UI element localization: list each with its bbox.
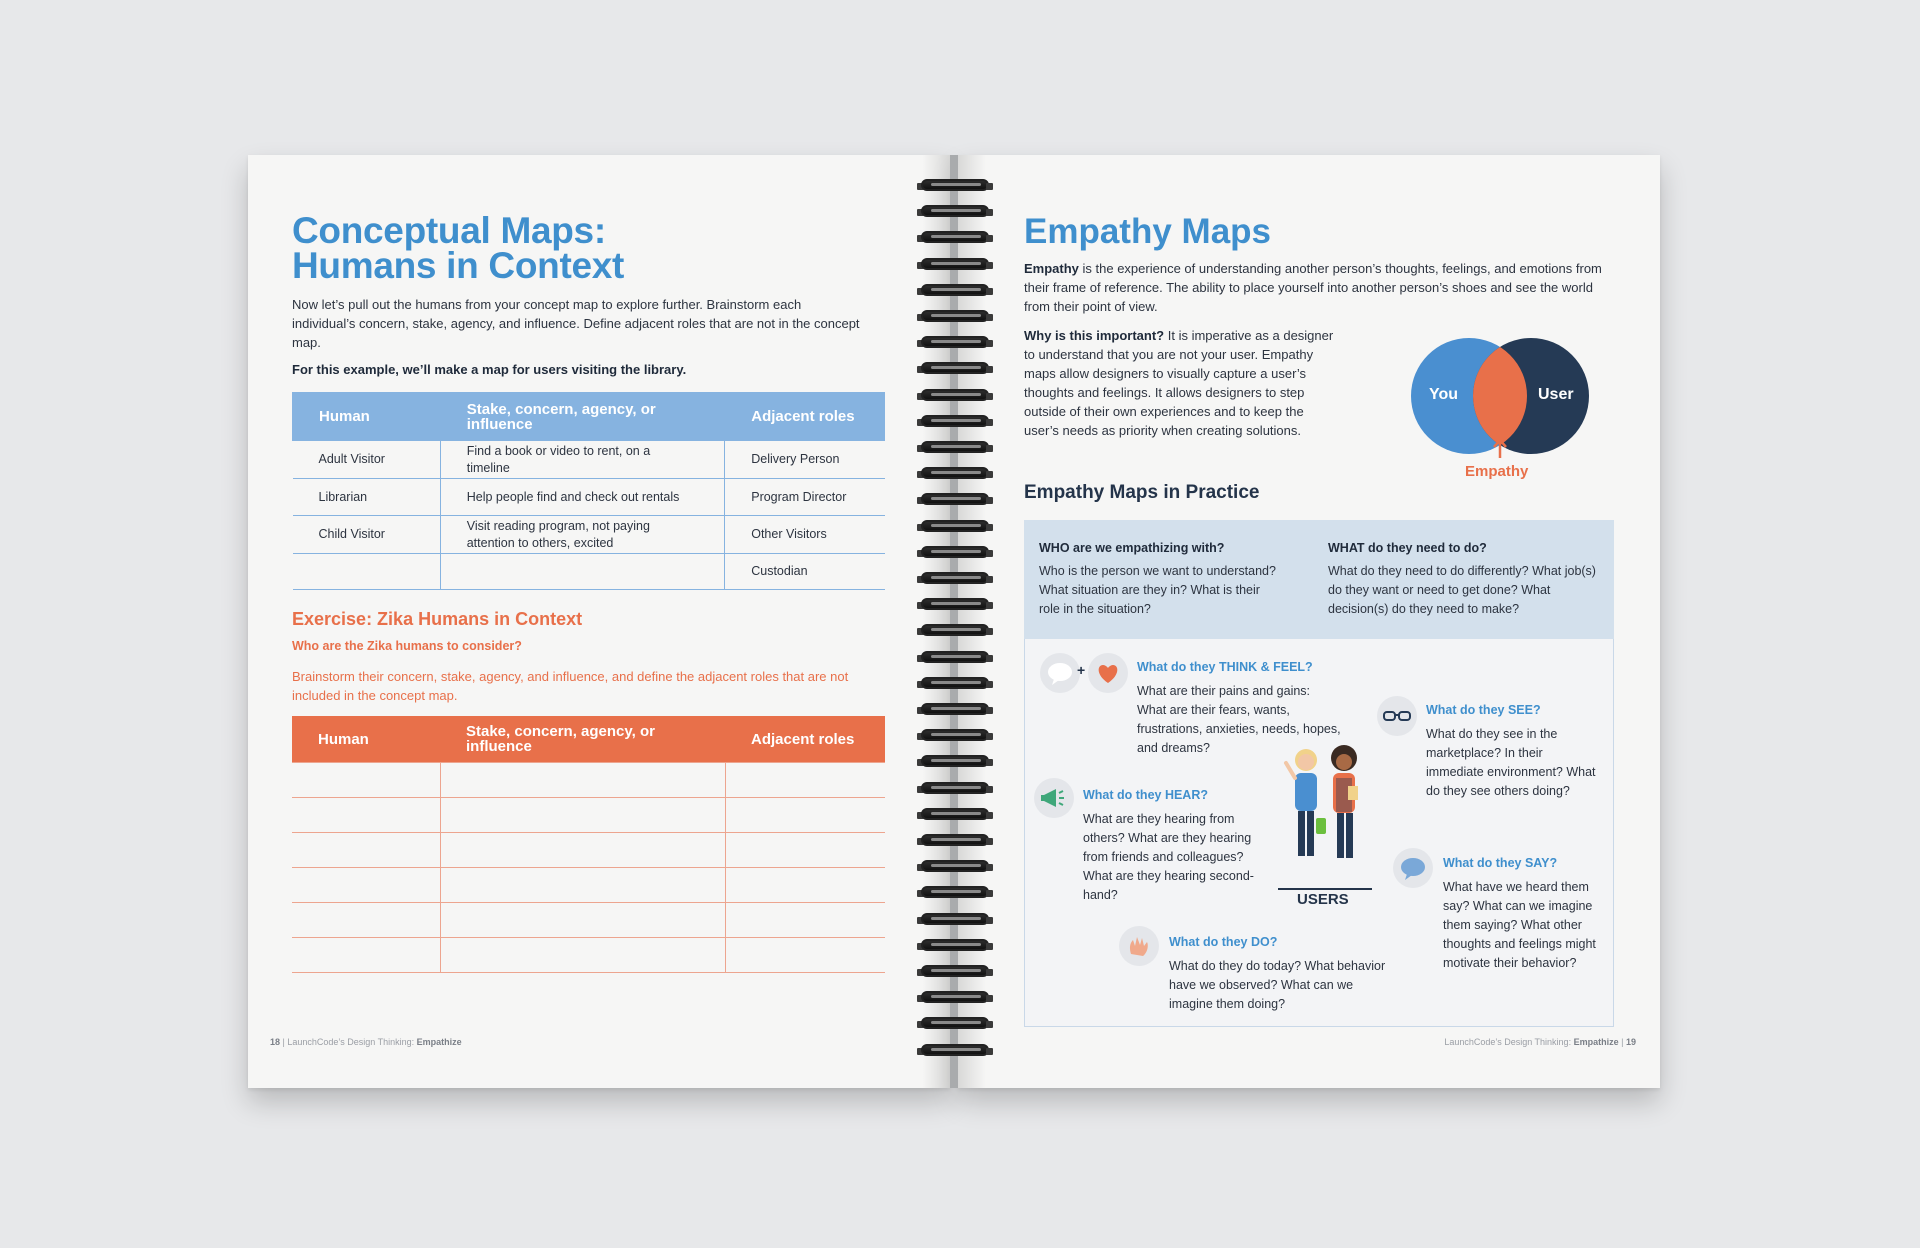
empathy-definition (1024, 259, 1619, 316)
table-cell (725, 798, 885, 833)
table-cell (292, 798, 440, 833)
folio-separator: | (1621, 1037, 1624, 1047)
table-row (292, 763, 885, 798)
table-header-row (293, 393, 885, 441)
table-cell (440, 903, 725, 938)
binding-ring (915, 650, 995, 666)
hear-heading: What do they HEAR? (1083, 788, 1208, 802)
binding-ring (915, 885, 995, 901)
exercise-title: Exercise: Zika Humans in Context (292, 609, 583, 629)
table-cell: Find a book or video to rent, on a timeline (440, 441, 725, 479)
section-heading: Empathy Maps in Practice (1024, 482, 1260, 503)
table-cell (725, 763, 885, 798)
table-cell (293, 554, 441, 590)
binding-ring (915, 178, 995, 194)
table-cell (440, 554, 725, 590)
what-body: What do they need to do differently? What job(s) do they want or need to get done? What decision(s) do they need to make? (1328, 564, 1596, 616)
page-title: Empathy Maps (1024, 212, 1271, 251)
exercise-table (292, 716, 885, 973)
column-header: Human (293, 393, 441, 441)
binding-ring (915, 1016, 995, 1032)
column-header: Stake, concern, agency, or influence (440, 716, 725, 763)
why-paragraph (1024, 326, 1342, 440)
venn-user-label: User (1538, 386, 1574, 403)
table-cell: Visit reading program, not paying attention to others, excited (440, 516, 725, 554)
binding-ring (915, 519, 995, 535)
table-cell: Program Director (725, 479, 885, 516)
binding-ring (915, 833, 995, 849)
page-number: 18 (270, 1037, 281, 1047)
binding-ring (915, 414, 995, 430)
example-table (292, 392, 885, 590)
glasses-icon (1377, 696, 1417, 736)
table-row (292, 868, 885, 903)
binding-ring (915, 702, 995, 718)
binding-ring (915, 912, 995, 928)
see-heading: What do they SEE? (1426, 703, 1541, 717)
table-cell: Delivery Person (725, 441, 885, 479)
binding-ring (915, 964, 995, 980)
exercise-question: Who are the Zika humans to consider? (292, 639, 522, 653)
do-heading: What do they DO? (1169, 935, 1278, 949)
table-row (292, 833, 885, 868)
binding-ring (915, 754, 995, 770)
say-body: What have we heard them say? What can we imagine them saying? What other thoughts and feelings might motivate their behavior? (1443, 880, 1596, 970)
table-cell (440, 763, 725, 798)
table-cell: Custodian (725, 554, 885, 590)
users-divider (1278, 888, 1372, 890)
binding-ring (915, 388, 995, 404)
section-name: Empathize (416, 1037, 462, 1047)
venn-you-label: You (1429, 386, 1459, 403)
binding-ring (915, 1043, 995, 1059)
table-row (293, 479, 885, 516)
who-body: Who is the person we want to understand? What situation are they in? What is their role in the situation? (1039, 564, 1276, 616)
example-line: For this example, we’ll make a map for users visiting the library. (292, 362, 687, 377)
right-folio (1444, 1037, 1636, 1047)
table-cell: Other Visitors (725, 516, 885, 554)
column-header: Adjacent roles (725, 716, 885, 763)
binding-ring (915, 623, 995, 639)
intro-paragraph: Now let’s pull out the humans from your concept map to explore further. Brainstorm each individual’s concern, stake, agency, and influence. Define adjacent roles that are not in the concept map. (292, 297, 860, 350)
binding-ring (915, 545, 995, 561)
table-cell (440, 938, 725, 973)
table-cell (292, 903, 440, 938)
column-header: Stake, concern, agency, or influence (440, 393, 725, 441)
hand-icon (1119, 926, 1159, 966)
binding-ring (915, 335, 995, 351)
think-body: What are their pains and gains: What are their fears, wants, frustrations, anxieties, needs, hopes, and dreams? (1137, 684, 1341, 755)
binding-ring (915, 283, 995, 299)
folio-separator: | (282, 1037, 285, 1047)
empathy-definition-text: is the experience of understanding another person’s thoughts, feelings, and emotions from their frame of reference. The ability to place yourself into another person’s shoes and see the world from their point of view. (1024, 261, 1602, 314)
table-cell (725, 868, 885, 903)
table-row (293, 441, 885, 479)
section-name: Empathize (1573, 1037, 1619, 1047)
why-text: It is imperative as a designer to understand that you are not your user. Empathy maps allow designers to visually capture a user’s thoughts and feelings. It allows designers to step outside of their own experiences and to keep the user’s needs as priority when creating solutions. (1024, 328, 1334, 438)
table-cell: Librarian (293, 479, 441, 516)
why-term: Why is this important? (1024, 328, 1165, 343)
megaphone-icon (1034, 778, 1074, 818)
table-cell (725, 903, 885, 938)
binding-ring (915, 859, 995, 875)
who-heading: WHO are we empathizing with? (1039, 541, 1225, 555)
title-line-1: Conceptual Maps: (292, 210, 606, 251)
hear-body: What are they hearing from others? What are they hearing from friends and colleagues? What are they hearing second-hand? (1083, 812, 1254, 902)
spiral-binding (915, 178, 995, 1068)
table-cell (292, 938, 440, 973)
page-number: 19 (1625, 1037, 1636, 1047)
binding-ring (915, 807, 995, 823)
binding-ring (915, 676, 995, 692)
book-title: LaunchCode’s Design Thinking: (1444, 1037, 1572, 1047)
left-folio (270, 1037, 462, 1047)
title-line-2: Humans in Context (292, 245, 625, 286)
table-cell: Child Visitor (293, 516, 441, 554)
table-cell (440, 798, 725, 833)
binding-ring (915, 361, 995, 377)
binding-ring (915, 571, 995, 587)
users-label: USERS (1297, 891, 1349, 908)
table-cell (725, 833, 885, 868)
table-cell (440, 833, 725, 868)
binding-ring (915, 204, 995, 220)
chat-bubble-icon (1393, 848, 1433, 888)
table-cell: Adult Visitor (293, 441, 441, 479)
page-title (292, 210, 625, 286)
say-heading: What do they SAY? (1443, 856, 1558, 870)
binding-ring (915, 230, 995, 246)
speech-bubble-icon (1040, 653, 1080, 693)
binding-ring (915, 938, 995, 954)
table-cell (292, 833, 440, 868)
table-cell (440, 868, 725, 903)
users-illustration (1278, 738, 1378, 888)
think-heading: What do they THINK & FEEL? (1137, 660, 1313, 674)
table-row (292, 798, 885, 833)
table-row (293, 554, 885, 590)
see-body: What do they see in the marketplace? In their immediate environment? What do they see others doing? (1426, 727, 1596, 798)
heart-icon (1088, 653, 1128, 693)
table-cell (292, 868, 440, 903)
plus-icon: + (1077, 662, 1086, 678)
column-header: Human (292, 716, 440, 763)
binding-ring (915, 309, 995, 325)
table-row (292, 938, 885, 973)
binding-ring (915, 728, 995, 744)
binding-ring (915, 781, 995, 797)
empathy-term: Empathy (1024, 261, 1079, 276)
book-title: LaunchCode’s Design Thinking: (287, 1037, 415, 1047)
venn-empathy-label: Empathy (1465, 463, 1529, 480)
column-header: Adjacent roles (725, 393, 885, 441)
table-row (293, 516, 885, 554)
binding-ring (915, 257, 995, 273)
venn-diagram (1405, 334, 1595, 484)
what-heading: WHAT do they need to do? (1328, 541, 1487, 555)
do-body: What do they do today? What behavior have we observed? What can we imagine them doing? (1169, 959, 1386, 1011)
table-header-row (292, 716, 885, 763)
table-cell: Help people find and check out rentals (440, 479, 725, 516)
table-row (292, 903, 885, 938)
exercise-body: Brainstorm their concern, stake, agency, and influence, and define the adjacent roles that are not included in the concept map. (292, 669, 849, 703)
binding-ring (915, 597, 995, 613)
binding-ring (915, 990, 995, 1006)
table-cell (292, 763, 440, 798)
table-cell (725, 938, 885, 973)
binding-ring (915, 440, 995, 456)
binding-ring (915, 466, 995, 482)
binding-ring (915, 492, 995, 508)
